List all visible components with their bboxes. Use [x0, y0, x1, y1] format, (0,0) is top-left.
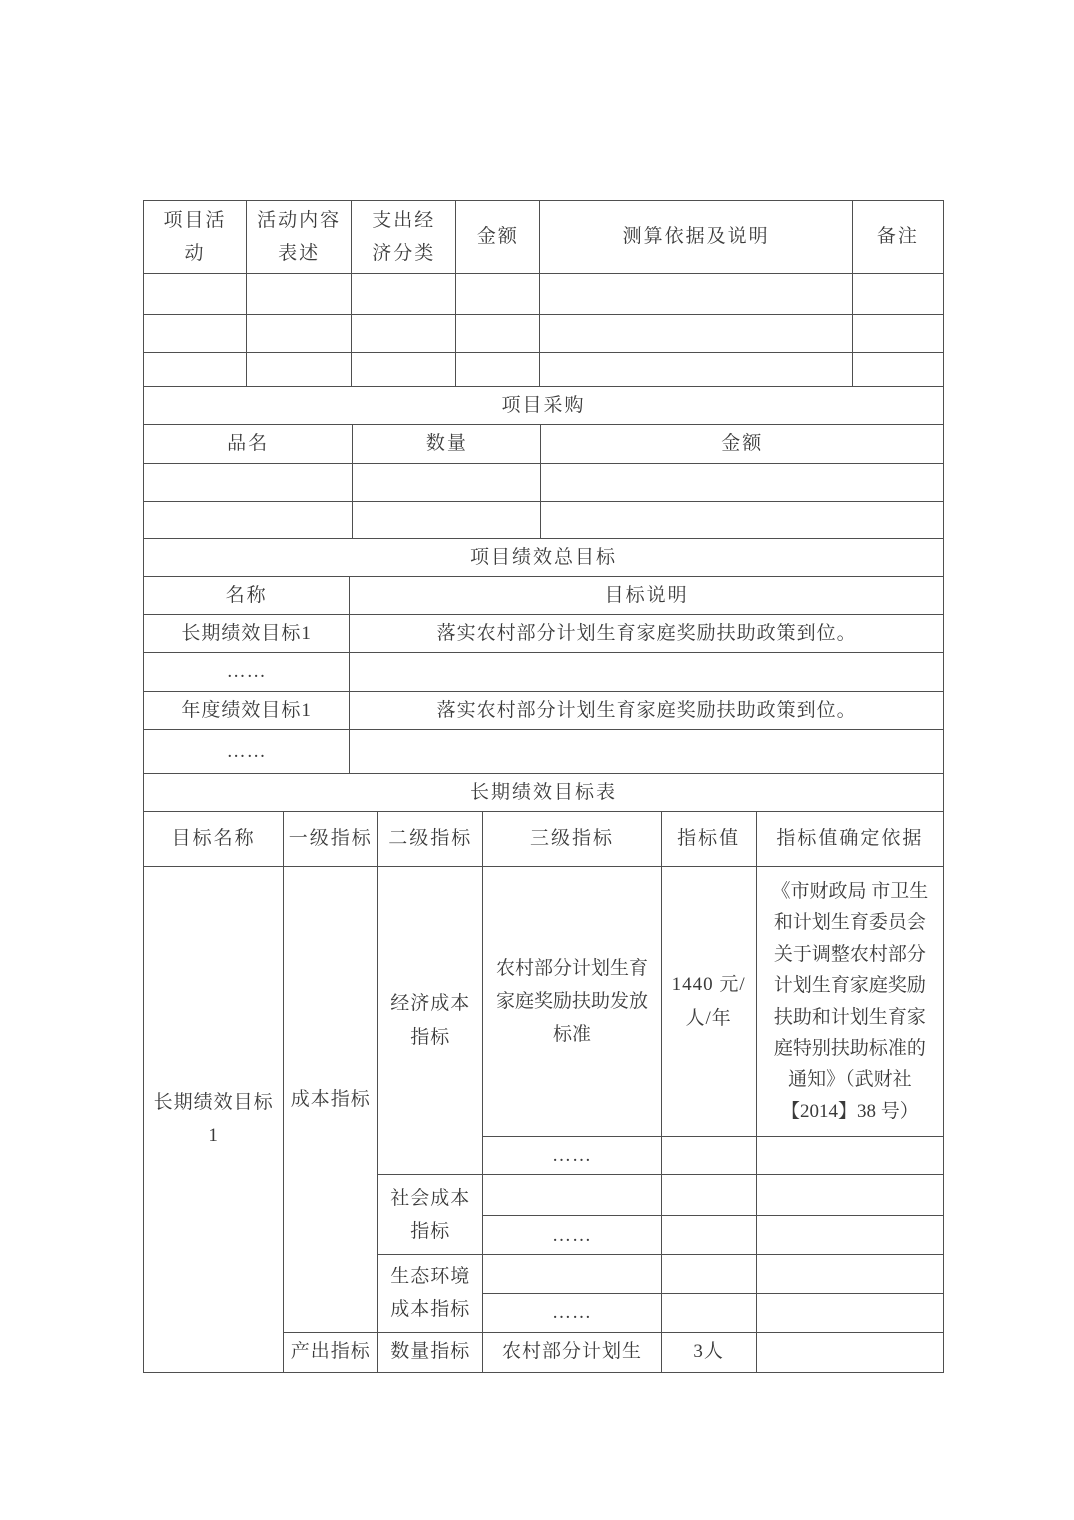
procurement-empty-row — [144, 501, 944, 538]
document-body — [143, 200, 944, 1373]
level1-output-indicator-cell: 产出指标 — [284, 1332, 378, 1372]
empty-cell — [144, 315, 247, 353]
activity-table — [143, 200, 944, 387]
col-header-amount: 金额 — [456, 201, 540, 274]
empty-cell — [756, 1255, 943, 1294]
empty-cell — [456, 274, 540, 315]
empty-cell — [247, 353, 352, 387]
goal-description-cell: 落实农村部分计划生育家庭奖励扶助政策到位。 — [350, 615, 944, 653]
empty-cell — [852, 315, 943, 353]
longterm-row-economic — [144, 867, 944, 1137]
empty-cell — [456, 353, 540, 387]
empty-cell — [661, 1175, 756, 1216]
col-header-value-basis: 指标值确定依据 — [756, 812, 943, 867]
col-header-quantity: 数量 — [353, 425, 541, 463]
empty-cell — [756, 1175, 943, 1216]
empty-cell — [353, 501, 541, 538]
empty-cell — [756, 1332, 943, 1372]
col-header-project-activity: 项目活动 — [144, 201, 247, 274]
overall-goal-row — [144, 615, 944, 653]
goal-name-cell: …… — [144, 653, 350, 691]
longterm-goal-table — [143, 773, 944, 1373]
procurement-table — [143, 386, 944, 539]
col-header-item-name: 品名 — [144, 425, 353, 463]
level3-ellipsis-cell: …… — [483, 1294, 661, 1332]
longterm-header-row — [144, 812, 944, 867]
level3-ellipsis-cell: …… — [483, 1216, 661, 1255]
overall-goal-row — [144, 729, 944, 773]
col-header-activity-description: 活动内容表述 — [247, 201, 352, 274]
level2-social-cost-cell: 社会成本指标 — [378, 1175, 483, 1255]
empty-cell — [144, 463, 353, 501]
empty-cell — [852, 274, 943, 315]
col-header-goal-name: 名称 — [144, 576, 350, 614]
col-header-goal-description: 目标说明 — [350, 576, 944, 614]
goal-description-cell — [350, 653, 944, 691]
procurement-header-row — [144, 425, 944, 463]
level1-cost-indicator-cell: 成本指标 — [284, 867, 378, 1333]
overall-goal-table — [143, 538, 944, 774]
goal-name-cell: 长期绩效目标1 — [144, 615, 350, 653]
empty-cell — [756, 1216, 943, 1255]
longterm-section-row — [144, 773, 944, 811]
empty-cell — [247, 274, 352, 315]
empty-cell — [541, 501, 944, 538]
empty-cell — [661, 1216, 756, 1255]
level2-economic-cost-cell: 经济成本指标 — [378, 867, 483, 1175]
overall-goal-row — [144, 691, 944, 729]
empty-cell — [144, 501, 353, 538]
activity-empty-row — [144, 353, 944, 387]
empty-cell — [540, 315, 852, 353]
section-title-procurement: 项目采购 — [144, 387, 944, 425]
indicator-value-cell: 3人 — [661, 1332, 756, 1372]
col-header-level2-indicator: 二级指标 — [378, 812, 483, 867]
level3-indicator-cell: 农村部分计划生育家庭奖励扶助发放标准 — [483, 867, 661, 1137]
empty-cell — [661, 1137, 756, 1175]
procurement-empty-row — [144, 463, 944, 501]
col-header-indicator-value: 指标值 — [661, 812, 756, 867]
empty-cell — [661, 1255, 756, 1294]
procurement-section-row — [144, 387, 944, 425]
indicator-value-cell: 1440 元/人/年 — [661, 867, 756, 1137]
col-header-goal-name: 目标名称 — [144, 812, 284, 867]
empty-cell — [456, 315, 540, 353]
empty-cell — [540, 353, 852, 387]
activity-empty-row — [144, 315, 944, 353]
col-header-level3-indicator: 三级指标 — [483, 812, 661, 867]
section-title-overall-goal: 项目绩效总目标 — [144, 538, 944, 576]
overall-goal-section-row — [144, 538, 944, 576]
empty-cell — [483, 1255, 661, 1294]
col-header-level1-indicator: 一级指标 — [284, 812, 378, 867]
empty-cell — [353, 463, 541, 501]
empty-cell — [756, 1294, 943, 1332]
empty-cell — [540, 274, 852, 315]
goal-name-cell: 年度绩效目标1 — [144, 691, 350, 729]
empty-cell — [661, 1294, 756, 1332]
empty-cell — [144, 353, 247, 387]
empty-cell — [247, 315, 352, 353]
level2-ecological-cost-cell: 生态环境成本指标 — [378, 1255, 483, 1332]
section-title-longterm-goal: 长期绩效目标表 — [144, 773, 944, 811]
goal-description-cell — [350, 729, 944, 773]
level3-ellipsis-cell: …… — [483, 1137, 661, 1175]
empty-cell — [483, 1175, 661, 1216]
goal-description-cell: 落实农村部分计划生育家庭奖励扶助政策到位。 — [350, 691, 944, 729]
empty-cell — [541, 463, 944, 501]
col-header-expense-classification: 支出经济分类 — [352, 201, 456, 274]
activity-empty-row — [144, 274, 944, 315]
overall-goal-header-row — [144, 576, 944, 614]
overall-goal-row — [144, 653, 944, 691]
empty-cell — [352, 315, 456, 353]
empty-cell — [852, 353, 943, 387]
level3-indicator-cell: 农村部分计划生 — [483, 1332, 661, 1372]
col-header-remarks: 备注 — [852, 201, 943, 274]
empty-cell — [144, 274, 247, 315]
empty-cell — [352, 274, 456, 315]
goal-name-cell: …… — [144, 729, 350, 773]
value-basis-cell: 《市财政局 市卫生和计划生育委员会关于调整农村部分计划生育家庭奖励扶助和计划生育家庭特别扶助标准的通知》（武财社【2014】38 号） — [756, 867, 943, 1137]
col-header-calculation-basis: 测算依据及说明 — [540, 201, 852, 274]
empty-cell — [756, 1137, 943, 1175]
goal-name-cell: 长期绩效目标1 — [144, 867, 284, 1373]
level2-quantity-indicator-cell: 数量指标 — [378, 1332, 483, 1372]
empty-cell — [352, 353, 456, 387]
col-header-amount: 金额 — [541, 425, 944, 463]
activity-header-row — [144, 201, 944, 274]
